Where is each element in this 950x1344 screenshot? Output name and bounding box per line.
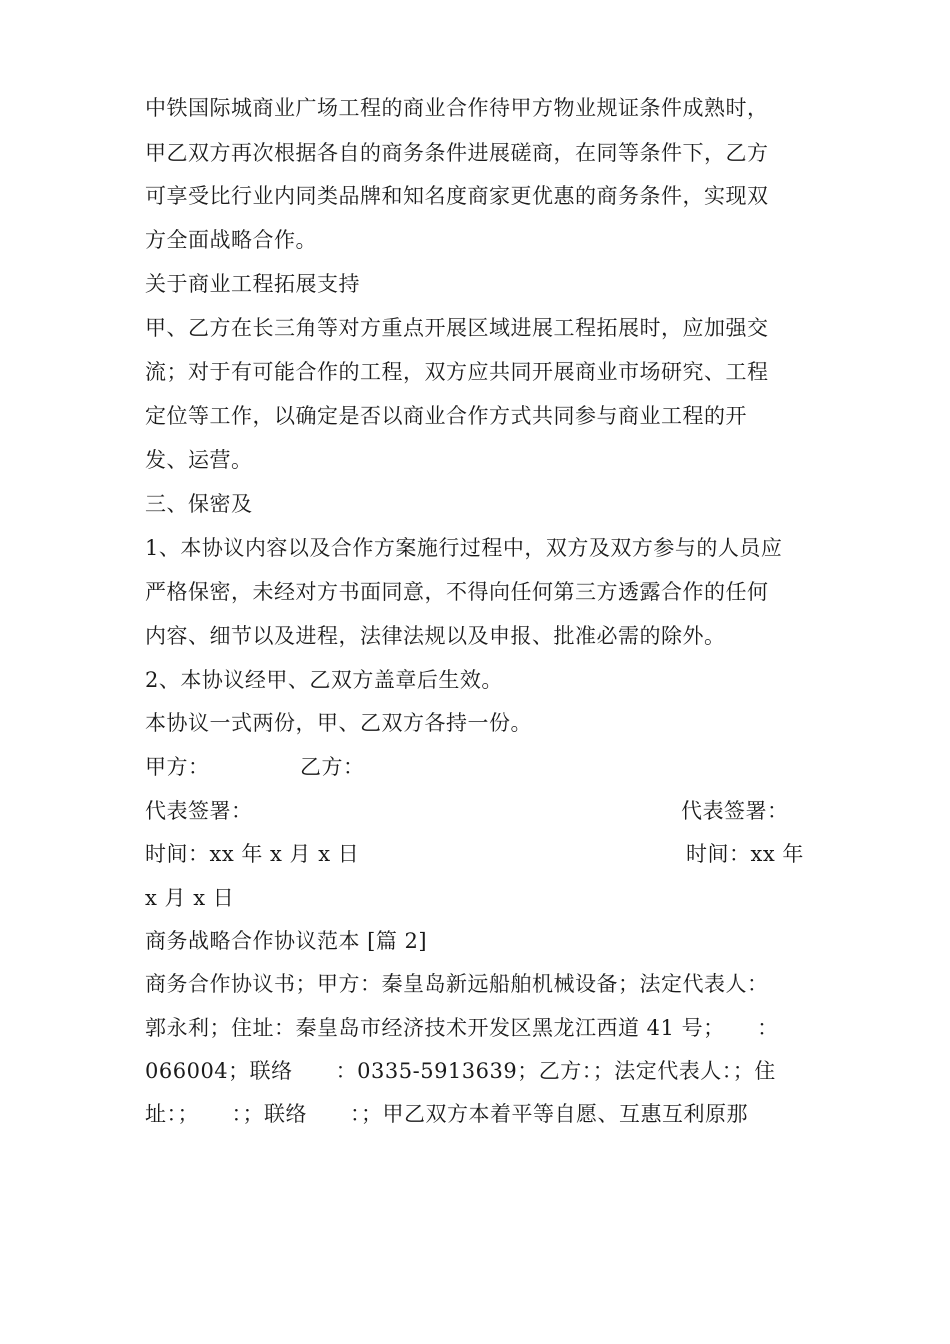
paragraph-line: 本协议一式两份，甲、乙双方各持一份。 xyxy=(145,711,532,735)
paragraph-line: 商务合作协议书；甲方：秦皇岛新远船舶机械设备；法定代表人： xyxy=(145,972,769,996)
paragraph-line: 2、本协议经甲、乙双方盖章后生效。 xyxy=(145,668,503,692)
date-right-continued: x 月 x 日 xyxy=(145,886,235,910)
party-b-label: 乙方： xyxy=(300,755,365,779)
paragraph-line: 发、运营。 xyxy=(145,448,253,472)
section-heading: 关于商业工程拓展支持 xyxy=(145,272,360,296)
date-left: 时间：xx 年 x 月 x 日 xyxy=(145,842,360,866)
signature-left-label: 代表签署： xyxy=(145,799,253,823)
paragraph-line: 甲乙双方再次根据各自的商务条件进展磋商，在同等条件下，乙方 xyxy=(145,141,769,165)
paragraph-line: 066004；联络 ：0335-5913639；乙方：；法定代表人：；住 xyxy=(145,1059,776,1083)
paragraph-line: 甲、乙方在长三角等对方重点开展区域进展工程拓展时，应加强交 xyxy=(145,316,769,340)
paragraph-line: 可享受比行业内同类品牌和知名度商家更优惠的商务条件，实现双 xyxy=(145,184,769,208)
date-right: 时间：xx 年 xyxy=(686,842,804,866)
section-heading: 三、保密及 xyxy=(145,492,253,516)
party-a-label: 甲方： xyxy=(145,755,210,779)
paragraph-line: 址：； ：；联络 ：；甲乙双方本着平等自愿、互惠互利原那 xyxy=(145,1102,748,1126)
signature-right-label: 代表签署： xyxy=(681,799,789,823)
paragraph-line: 方全面战略合作。 xyxy=(145,228,317,252)
paragraph-line: 定位等工作，以确定是否以商业合作方式共同参与商业工程的开 xyxy=(145,404,747,428)
paragraph-line: 严格保密，未经对方书面同意，不得向任何第三方透露合作的任何 xyxy=(145,580,769,604)
paragraph-line: 流；对于有可能合作的工程，双方应共同开展商业市场研究、工程 xyxy=(145,360,769,384)
paragraph-line: 中铁国际城商业广场工程的商业合作待甲方物业规证条件成熟时， xyxy=(145,96,769,120)
paragraph-line: 内容、细节以及进程，法律法规以及申报、批准必需的除外。 xyxy=(145,624,726,648)
paragraph-line: 1、本协议内容以及合作方案施行过程中，双方及双方参与的人员应 xyxy=(145,536,783,560)
article-title: 商务战略合作协议范本 [篇 2] xyxy=(145,929,428,953)
paragraph-line: 郭永利；住址：秦皇岛市经济技术开发区黑龙江西道 41 号； ： xyxy=(145,1016,779,1040)
